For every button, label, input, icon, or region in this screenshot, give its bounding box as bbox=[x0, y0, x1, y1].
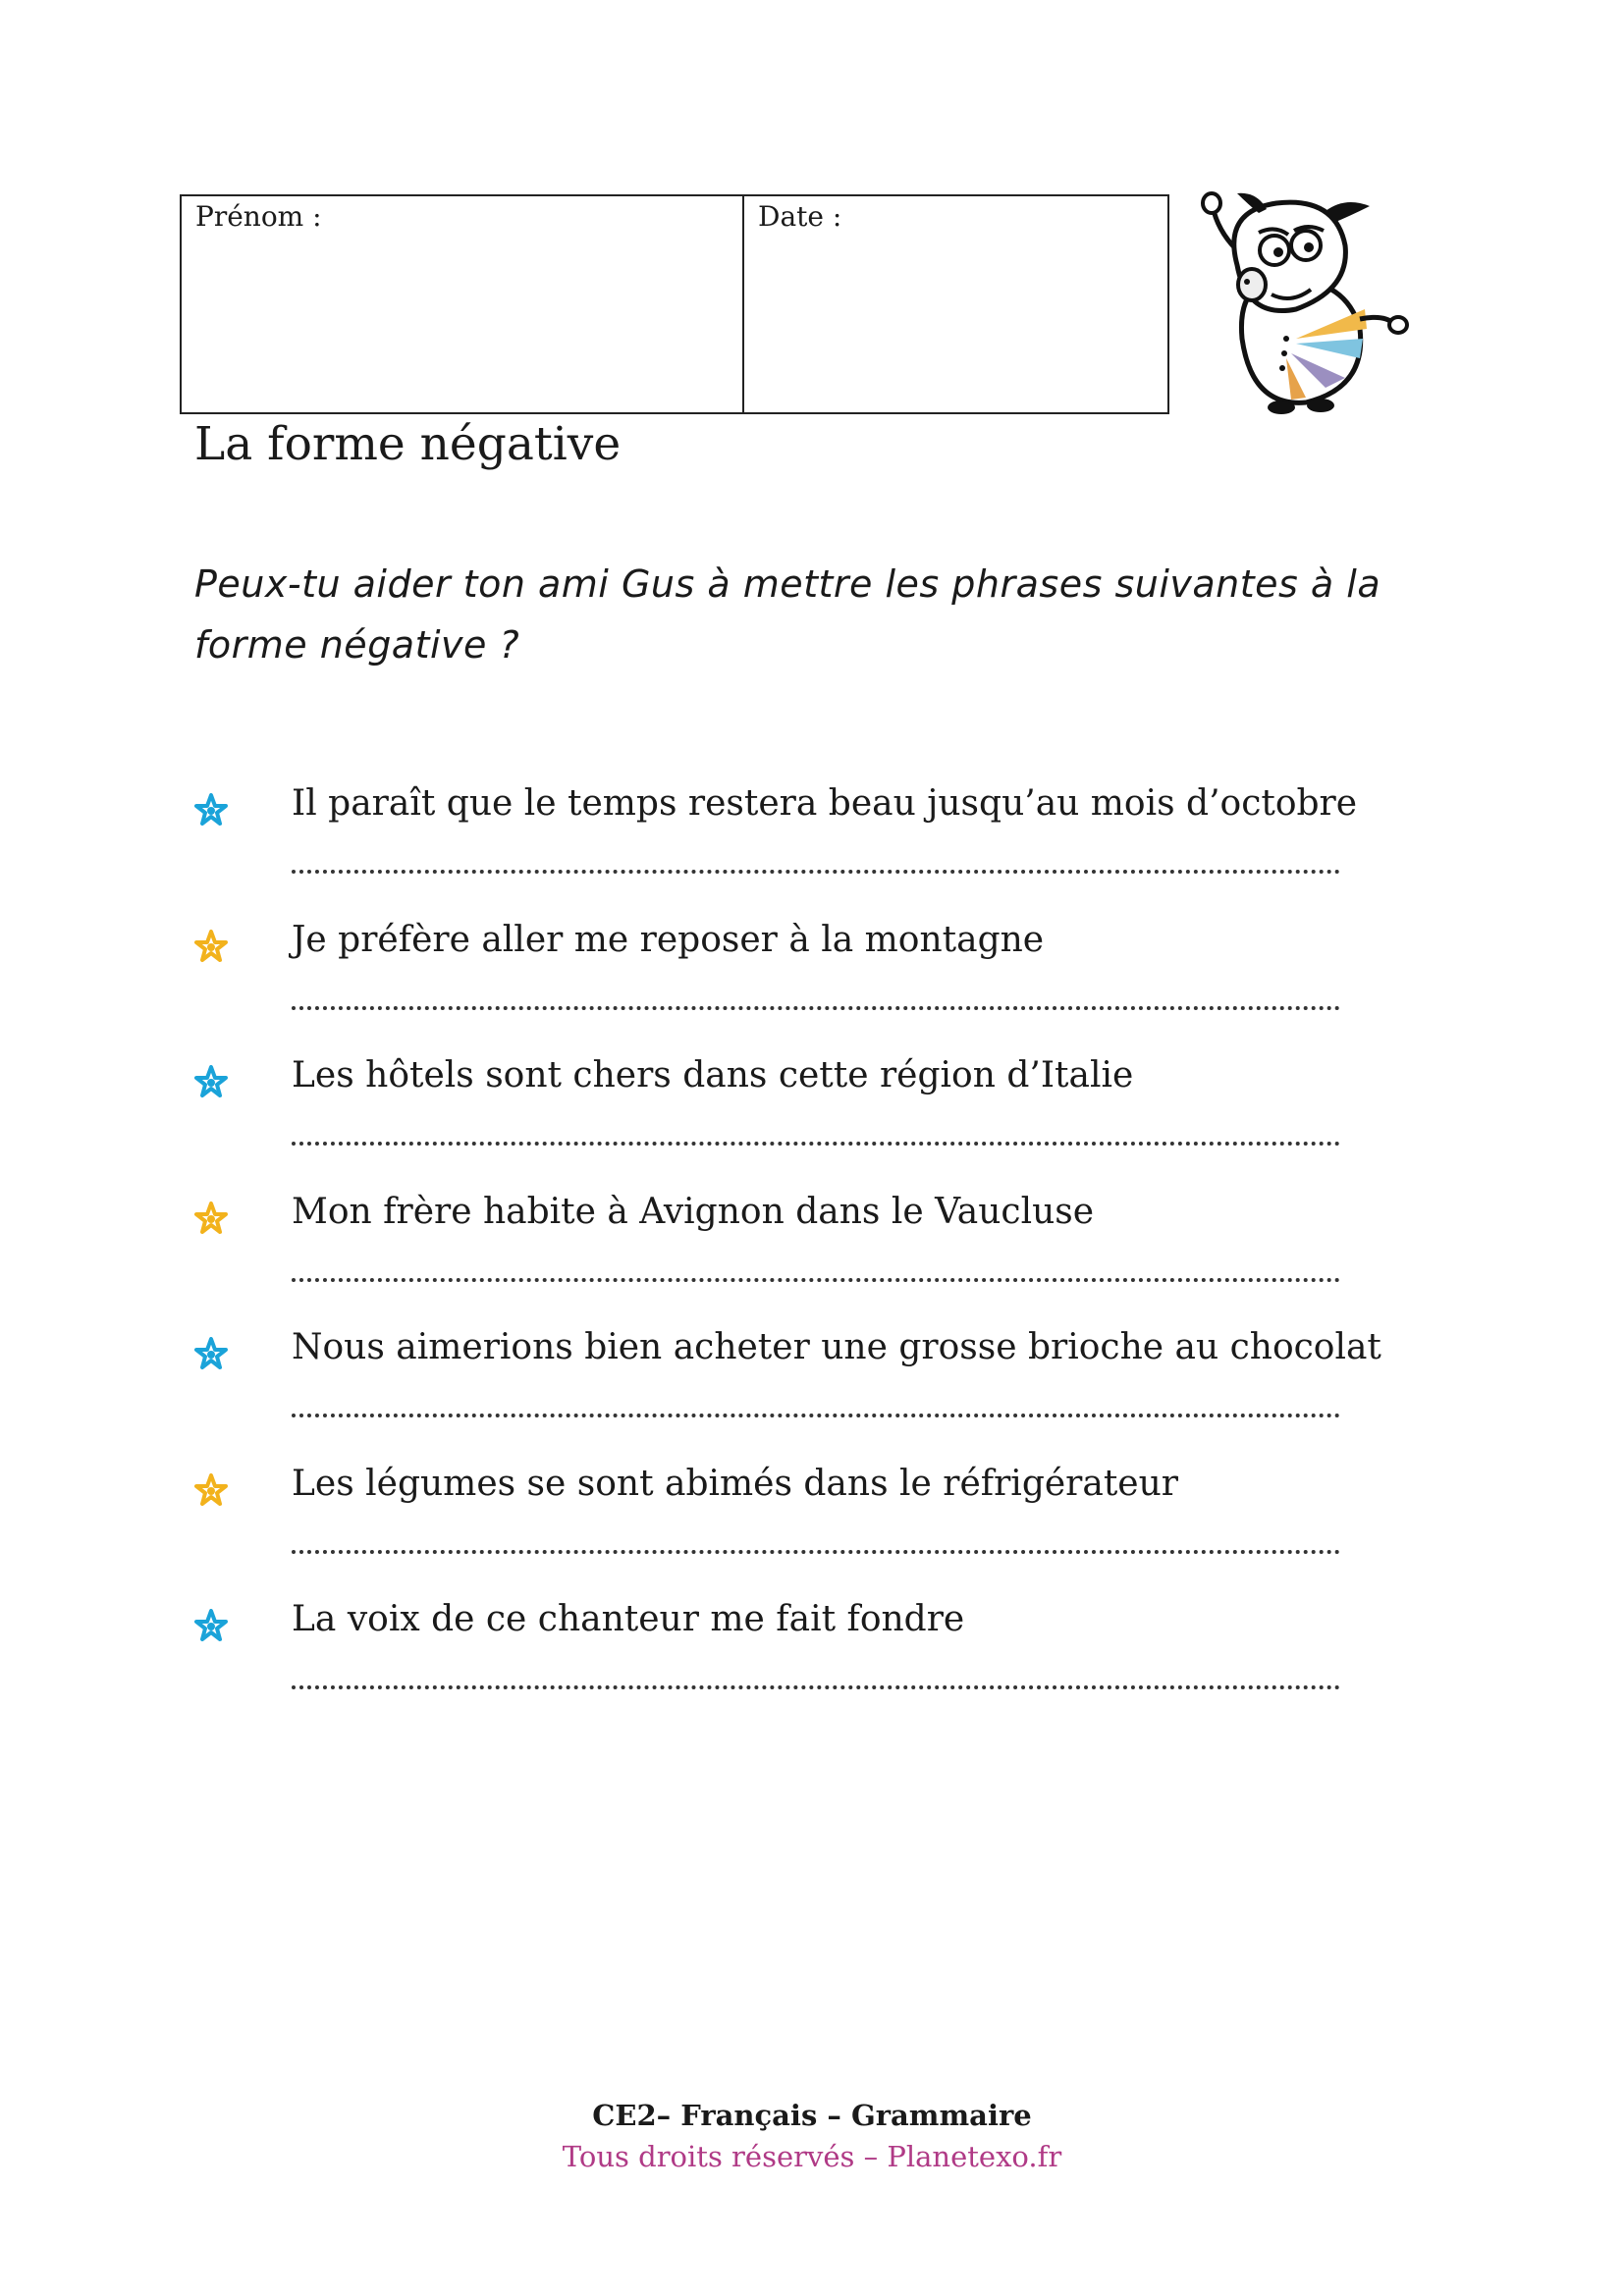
exercise-sentence: Les hôtels sont chers dans cette région d’Italie bbox=[292, 1055, 1134, 1095]
star-icon bbox=[194, 1609, 228, 1642]
answer-line[interactable] bbox=[292, 1676, 1340, 1689]
answer-line[interactable] bbox=[292, 1540, 1340, 1554]
exercise-sentence: Je préfère aller me reposer à la montagne bbox=[292, 919, 1045, 960]
answer-line[interactable] bbox=[292, 1132, 1340, 1146]
star-icon bbox=[194, 1337, 228, 1370]
gus-mascot-illustration bbox=[1198, 191, 1414, 417]
star-icon bbox=[194, 793, 228, 827]
exercise-sentence: Mon frère habite à Avignon dans le Vaucluse bbox=[292, 1191, 1095, 1232]
answer-line[interactable] bbox=[292, 860, 1340, 874]
exercise-item bbox=[0, 1055, 1624, 1201]
exercise-sentence: Il paraît que le temps restera beau jusqu’au mois d’octobre bbox=[292, 783, 1358, 824]
exercise-item bbox=[0, 1327, 1624, 1472]
exercise-item bbox=[0, 1599, 1624, 1744]
exercise-sentence: La voix de ce chanteur me fait fondre bbox=[292, 1599, 965, 1639]
star-icon bbox=[194, 1065, 228, 1098]
name-field[interactable] bbox=[182, 196, 744, 412]
exercise-item bbox=[0, 1463, 1624, 1609]
name-label: Prénom : bbox=[195, 200, 322, 233]
star-icon bbox=[194, 1473, 228, 1507]
exercise-sentence: Nous aimerions bien acheter une grosse brioche au chocolat bbox=[292, 1327, 1381, 1367]
exercise-item bbox=[0, 783, 1624, 929]
footer-subject: CE2– Français – Grammaire bbox=[592, 2099, 1032, 2132]
star-icon bbox=[194, 930, 228, 963]
star-icon bbox=[194, 1201, 228, 1235]
date-field[interactable] bbox=[744, 196, 1167, 412]
exercise-sentence: Les légumes se sont abimés dans le réfrigérateur bbox=[292, 1463, 1179, 1504]
page-title: La forme négative bbox=[194, 417, 622, 471]
exercise-item bbox=[0, 919, 1624, 1065]
exercise-item bbox=[0, 1191, 1624, 1337]
answer-line[interactable] bbox=[292, 1404, 1340, 1417]
answer-line[interactable] bbox=[292, 996, 1340, 1010]
instruction-text: Peux-tu aider ton ami Gus à mettre les phrases suivantes à la forme négative ? bbox=[194, 562, 1381, 667]
footer-copyright: Tous droits réservés – Planetexo.fr bbox=[562, 2140, 1062, 2173]
answer-line[interactable] bbox=[292, 1268, 1340, 1282]
student-info-table bbox=[180, 194, 1169, 414]
date-label: Date : bbox=[758, 200, 842, 233]
